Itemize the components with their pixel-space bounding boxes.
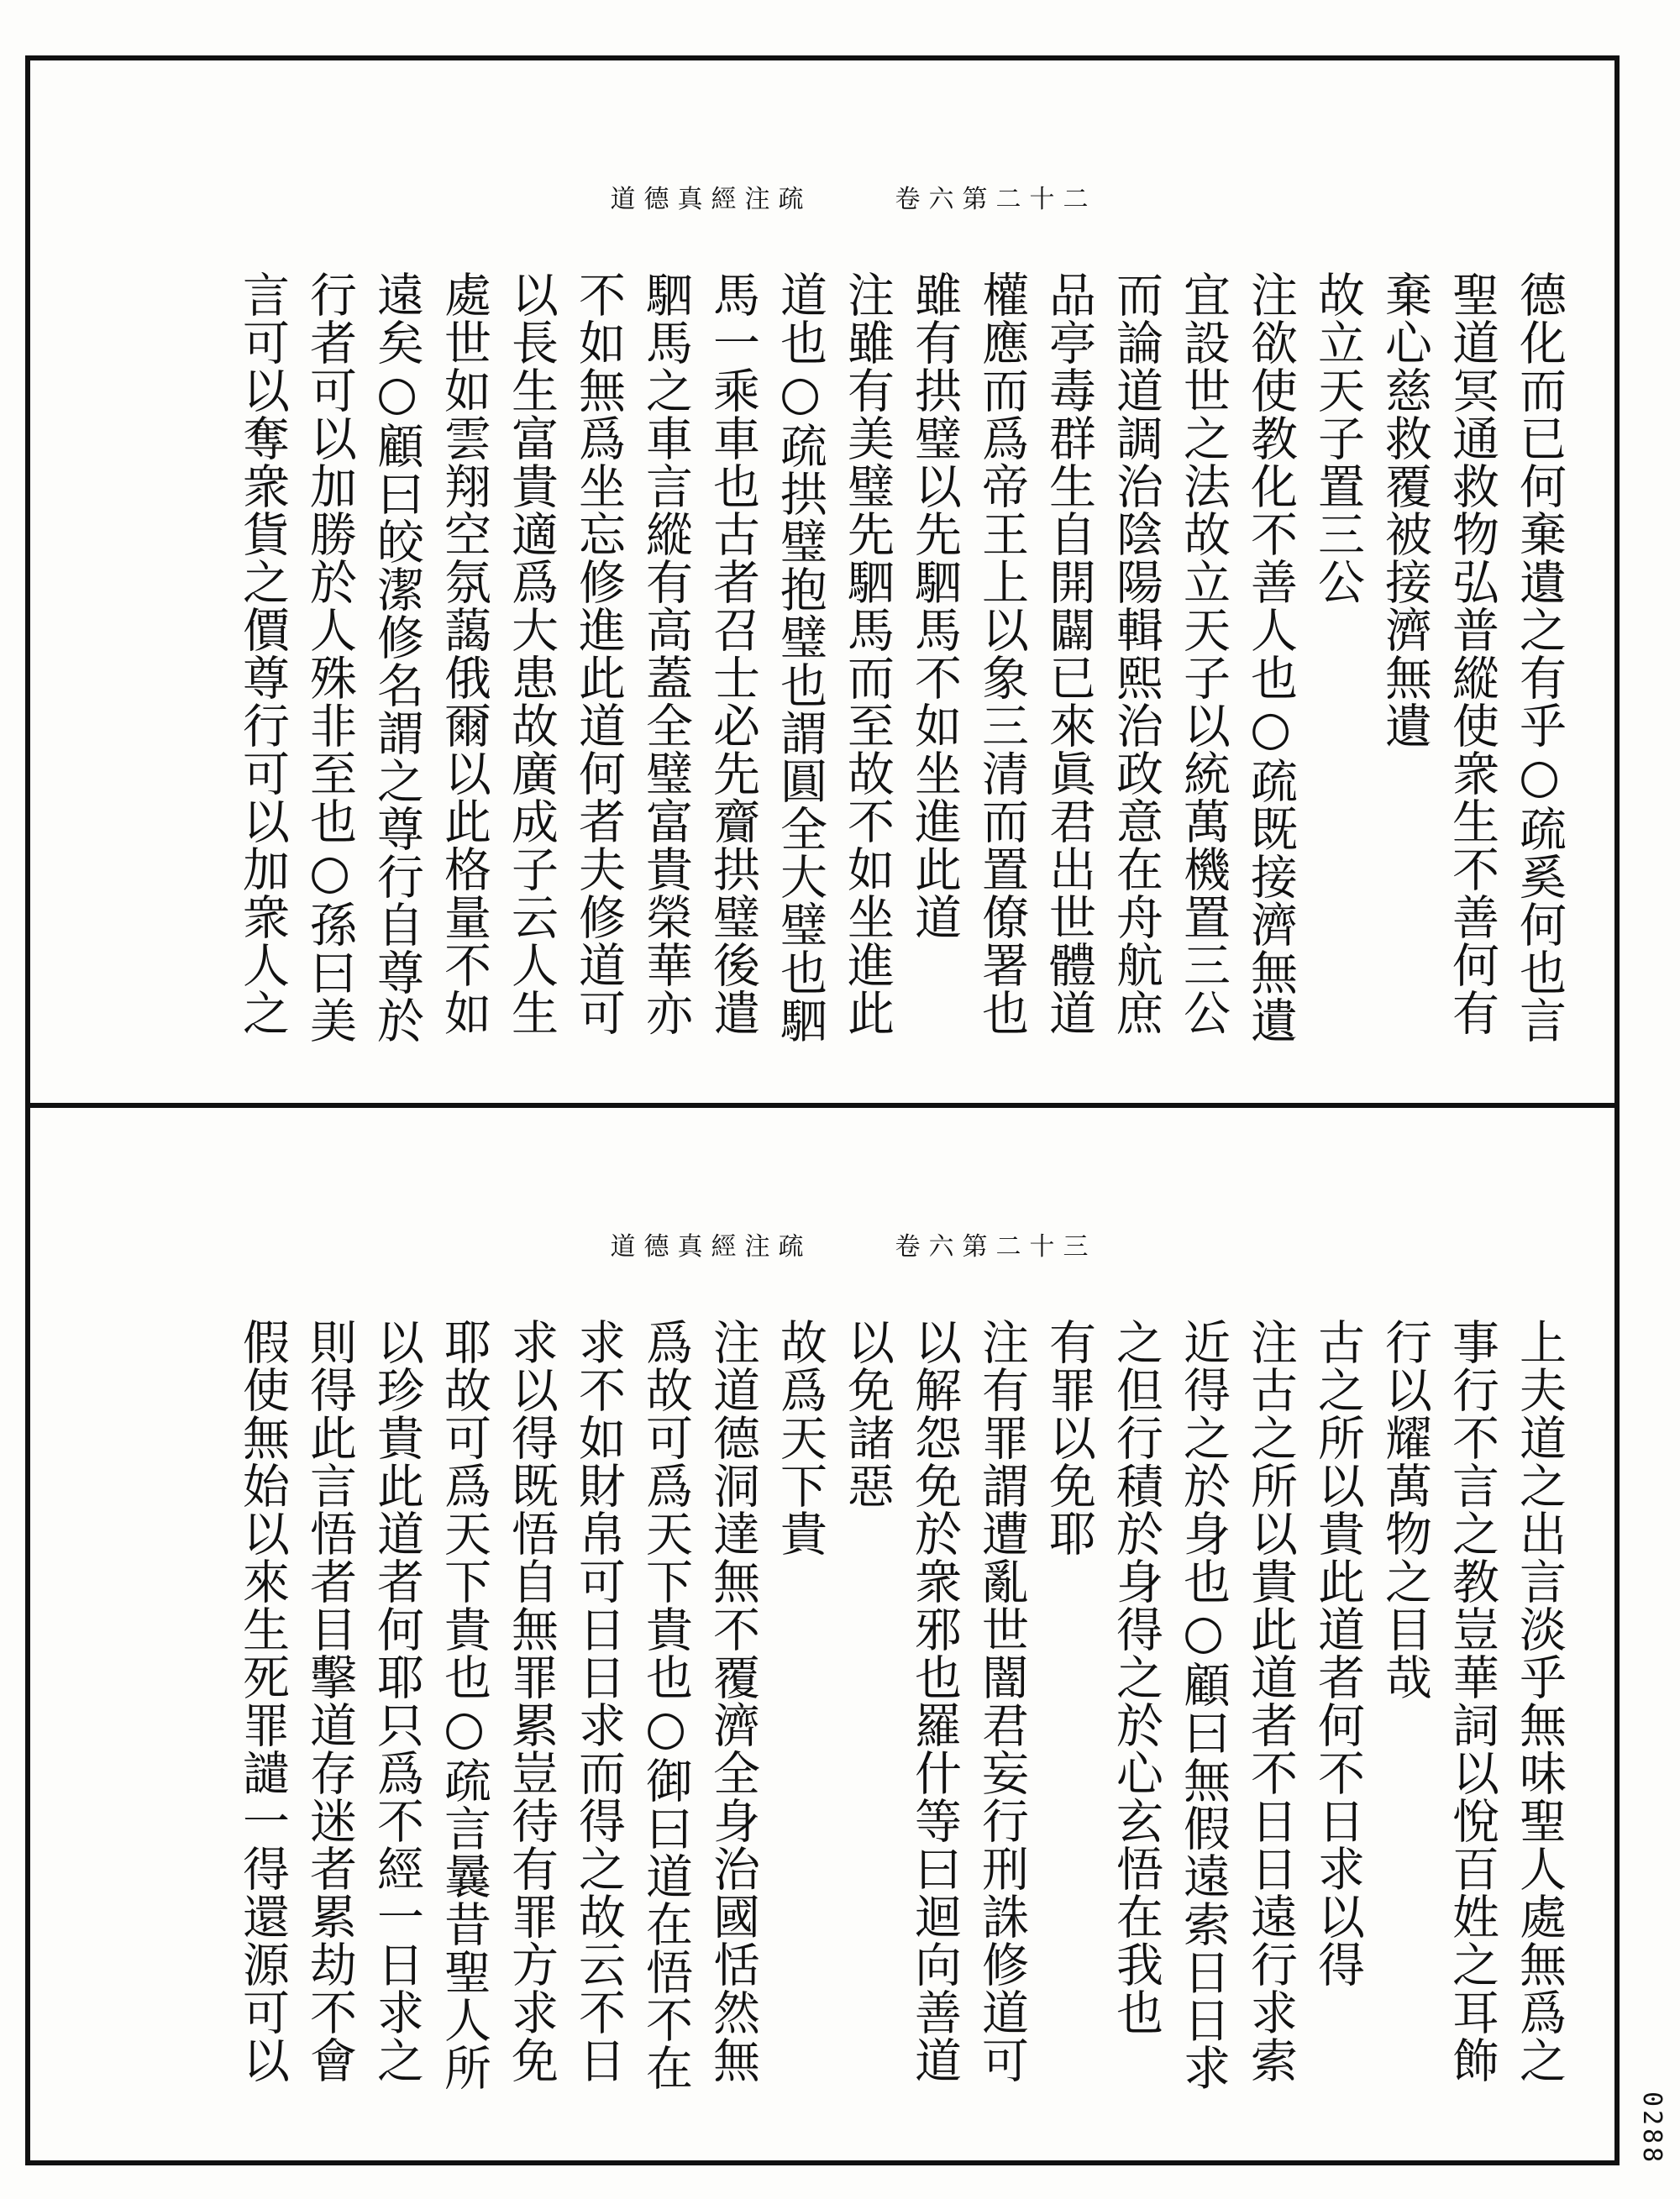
text-column: 上夫道之出言淡乎無味聖人處無爲之 <box>1512 1318 1567 2084</box>
text-column: 以解怨免於衆邪也羅什等曰迴向善道 <box>907 1318 962 2084</box>
bottom-header <box>534 1225 1173 1262</box>
text-column: 耶故可爲天下貴也○疏言曩昔聖人所 <box>437 1318 491 2091</box>
text-column: 遠矣○顧曰皎潔修名謂之尊行自尊於 <box>370 270 424 1044</box>
text-column: 而論道調治陰陽輯熙治政意在舟航庶 <box>1109 270 1163 1037</box>
text-column: 以免諸惡 <box>840 1318 895 1509</box>
text-column: 近得之於身也○顧曰無假遠索日日求 <box>1176 1318 1231 2091</box>
text-column: 注道德洞達無不覆濟全身治國恬然無 <box>706 1318 760 2084</box>
text-column: 道也○疏拱璧抱璧也謂圓全大璧也駟 <box>773 270 827 1044</box>
text-column: 德化而已何棄遺之有乎○疏奚何也言 <box>1512 270 1567 1044</box>
text-column: 爲故可爲天下貴也○御曰道在悟不在 <box>638 1318 693 2091</box>
text-column: 有罪以免耶 <box>1042 1318 1096 1557</box>
bottom-panel <box>30 1108 1614 2160</box>
text-column: 馬一乘車也古者召士必先齎拱璧後遣 <box>706 270 760 1037</box>
text-column: 注欲使教化不善人也○疏既接濟無遺 <box>1243 270 1298 1044</box>
text-column: 事行不言之教豈華詞以悅百姓之耳飾 <box>1445 1318 1499 2084</box>
text-column: 故爲天下貴 <box>773 1318 827 1557</box>
text-column: 假使無始以來生死罪譴一得還源可以 <box>235 1318 290 2084</box>
text-column: 處世如雲翔空氛藹俄爾以此格量不如 <box>437 270 491 1037</box>
text-column: 宜設世之法故立天子以統萬機置三公 <box>1176 270 1231 1037</box>
top-text-columns <box>228 270 1572 1077</box>
bottom-header-chapter: 卷六第二十三 <box>895 1232 1097 1262</box>
top-header-title: 道德真經注疏 <box>610 185 812 214</box>
text-column: 聖道冥通救物弘普縱使衆生不善何有 <box>1445 270 1499 1037</box>
text-column: 棄心慈救覆被接濟無遺 <box>1378 270 1432 749</box>
text-column: 品亭毒群生自開闢已來眞君出世體道 <box>1042 270 1096 1037</box>
text-column: 行者可以加勝於人殊非至也○孫曰美 <box>302 270 357 1044</box>
text-column: 以長生富貴適爲大患故廣成子云人生 <box>504 270 559 1037</box>
bottom-header-title: 道德真經注疏 <box>610 1232 812 1262</box>
page-number: 0288 <box>1637 2091 1667 2165</box>
bottom-text-columns <box>228 1318 1572 2124</box>
text-column: 行以耀萬物之目哉 <box>1378 1318 1432 1701</box>
top-panel <box>30 60 1614 1103</box>
top-header-chapter: 卷六第二十二 <box>895 185 1097 214</box>
text-column: 以珍貴此道者何耶只爲不經一日求之 <box>370 1318 424 2084</box>
text-column: 古之所以貴此道者何不日求以得 <box>1310 1318 1365 1988</box>
text-column: 之但行積於身得之於心玄悟在我也 <box>1109 1318 1163 2036</box>
text-column: 駟馬之車言縱有高蓋全璧富貴榮華亦 <box>638 270 693 1037</box>
text-column: 雖有拱璧以先駟馬不如坐進此道 <box>907 270 962 941</box>
text-column: 言可以奪衆貨之價尊行可以加衆人之 <box>235 270 290 1037</box>
text-column: 注雖有美璧先駟馬而至故不如坐進此 <box>840 270 895 1037</box>
text-column: 求以得既悟自無罪累豈待有罪方求免 <box>504 1318 559 2084</box>
text-column: 注古之所以貴此道者不日日遠行求索 <box>1243 1318 1298 2084</box>
text-column: 則得此言悟者目擊道存迷者累劫不會 <box>302 1318 357 2084</box>
text-column: 注有罪謂遭亂世闇君妄行刑誅修道可 <box>974 1318 1029 2084</box>
text-column: 求不如財帛可日日求而得之故云不日 <box>571 1318 626 2084</box>
text-column: 故立天子置三公 <box>1310 270 1365 606</box>
text-column: 權應而爲帝王上以象三清而置僚署也 <box>974 270 1029 1037</box>
top-header <box>534 178 1173 215</box>
text-column: 不如無爲坐忘修進此道何者夫修道可 <box>571 270 626 1037</box>
